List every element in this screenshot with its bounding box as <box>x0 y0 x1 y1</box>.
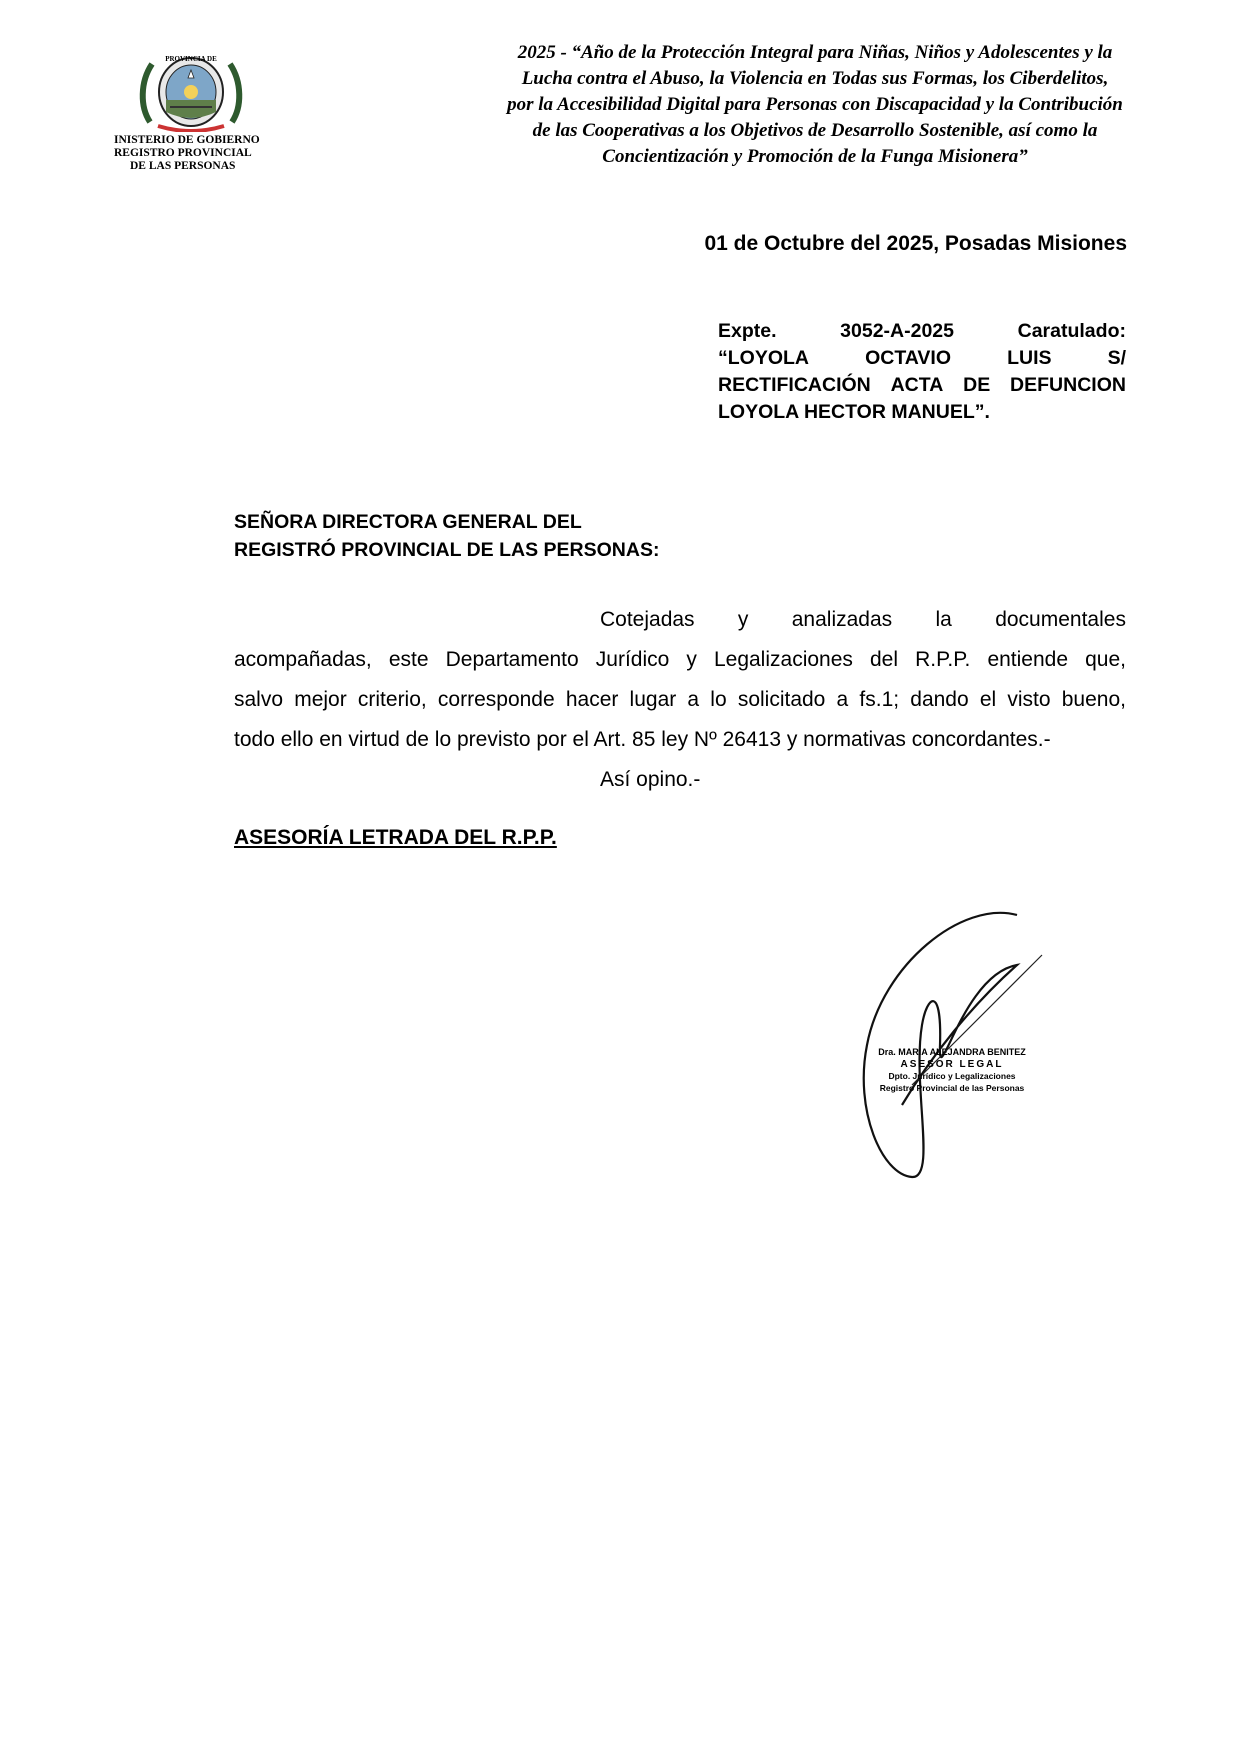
addressee-block <box>234 508 659 564</box>
word: solicitado <box>737 688 826 711</box>
word: mejor <box>294 688 347 711</box>
word: criterio, <box>357 688 427 711</box>
crest-label: PROVINCIA DE <box>165 55 217 63</box>
org-line-ministry: INISTERIO DE GOBIERNO <box>114 134 260 146</box>
signoff-title: ASESORÍA LETRADA DEL R.P.P. <box>234 826 557 849</box>
word: acompañadas, <box>234 648 372 671</box>
document-date: 01 de Octubre del 2025, Posadas Misiones <box>704 232 1127 255</box>
motto-line: Concientización y Promoción de la Funga Misionera” <box>602 146 1028 167</box>
word: ACTA <box>890 374 944 396</box>
word: el <box>979 688 997 711</box>
word: R.P.P. <box>915 648 971 671</box>
word: visto <box>1007 688 1051 711</box>
word: Jurídico <box>595 648 670 671</box>
case-reference-line <box>718 345 1126 372</box>
word: OCTAVIO <box>865 347 952 369</box>
word: que, <box>1085 648 1126 671</box>
word: entiende <box>987 648 1069 671</box>
word: DE <box>963 374 991 396</box>
addressee-line: REGISTRÓ PROVINCIAL DE LAS PERSONAS: <box>234 539 660 561</box>
motto-line: por la Accesibilidad Digital para Personas con Discapacidad y la Contribución <box>507 94 1123 115</box>
word: a <box>836 688 849 711</box>
body-line <box>234 640 1126 680</box>
closing-line: Así opino.- <box>600 768 701 791</box>
stamp-line-registry: Registro Provincial de las Personas <box>879 1083 1025 1093</box>
word: y <box>737 608 749 631</box>
word: Caratulado: <box>1017 320 1126 342</box>
word: “LOYOLA <box>718 347 809 369</box>
body-line: todo ello en virtud de lo previsto por el Art. 85 ley Nº 26413 y normativas concordantes.- <box>234 728 1051 751</box>
word: fs.1; <box>859 688 900 711</box>
word: RECTIFICACIÓN <box>718 374 871 396</box>
word: documentales <box>995 608 1126 631</box>
word: bueno, <box>1061 688 1126 711</box>
word: Cotejadas <box>600 608 695 631</box>
word: LUIS <box>1007 347 1052 369</box>
signature-scribble <box>864 913 1017 1177</box>
word: corresponde <box>437 688 555 711</box>
body-line <box>234 600 1126 640</box>
word: del <box>869 648 899 671</box>
motto-line: Lucha contra el Abuso, la Violencia en Todas sus Formas, los Ciberdelitos, <box>521 68 1109 89</box>
word: hacer <box>565 688 619 711</box>
word: lugar <box>629 688 677 711</box>
case-number: 3052-A-2025 <box>840 320 954 342</box>
word: analizadas <box>791 608 893 631</box>
provincial-crest-logo <box>138 52 244 132</box>
motto-line: 2025 - “Año de la Protección Integral para Niñas, Niños y Adolescentes y la <box>517 42 1113 63</box>
word: dando <box>910 688 969 711</box>
organization-block <box>108 134 288 173</box>
org-line-persons: DE LAS PERSONAS <box>130 160 236 172</box>
case-reference <box>718 318 1126 426</box>
org-line-registry: REGISTRO PROVINCIAL <box>114 147 252 159</box>
case-reference-line <box>718 318 1126 345</box>
word: Legalizaciones <box>713 648 853 671</box>
word: a <box>687 688 700 711</box>
motto-line: de las Cooperativas a los Objetivos de Desarrollo Sostenible, así como la <box>532 120 1098 141</box>
stamp-line-title: ASESOR LEGAL <box>900 1059 1004 1070</box>
word: Expte. <box>718 320 777 342</box>
case-reference-line <box>718 372 1126 399</box>
addressee-line: SEÑORA DIRECTORA GENERAL DEL <box>234 511 582 533</box>
word: Departamento <box>445 648 579 671</box>
word: lo <box>710 688 727 711</box>
word: DEFUNCION <box>1010 374 1126 396</box>
word: S/ <box>1107 347 1126 369</box>
year-motto <box>440 40 1190 170</box>
word: este <box>388 648 429 671</box>
word: la <box>935 608 952 631</box>
signature-stamp <box>842 905 1052 1185</box>
word: salvo <box>234 688 284 711</box>
stamp-line-department: Dpto. Jurídico y Legalizaciones <box>888 1071 1016 1081</box>
word: y <box>686 648 697 671</box>
case-reference-line: LOYOLA HECTOR MANUEL”. <box>718 401 990 423</box>
body-line <box>234 680 1126 720</box>
stamp-line-name: Dra. MARIA ALEJANDRA BENITEZ <box>878 1047 1026 1057</box>
opinion-body <box>234 600 1126 800</box>
